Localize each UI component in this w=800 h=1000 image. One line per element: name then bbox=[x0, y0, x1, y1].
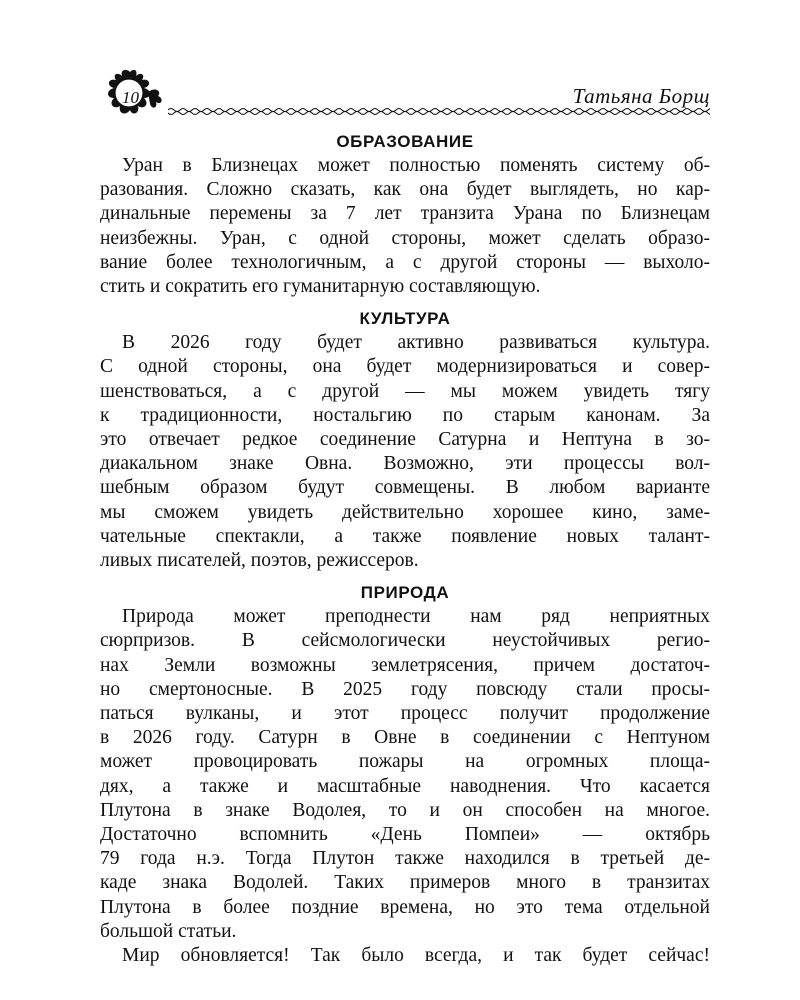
text-line: к традиционности, ностальгию по старым канонам. За bbox=[100, 404, 710, 426]
text-line: может провоцировать пожары на огромных площа- bbox=[100, 751, 710, 773]
text-line: это отвечает редкое соединение Сатурна и Нептуна в зо- bbox=[100, 429, 710, 451]
paragraph-nature bbox=[100, 605, 710, 944]
section-title-nature: ПРИРОДА bbox=[360, 583, 450, 603]
text-line: стить и сократить его гуманитарную составляющую. bbox=[100, 276, 541, 298]
text-line: Уран в Близнецах может полностью поменять систему об- bbox=[122, 155, 710, 176]
text-line: диакальном знаке Овна. Возможно, эти процессы вол- bbox=[100, 453, 710, 475]
text-line: нах Земли возможны землетрясения, причем достаточ- bbox=[100, 654, 710, 676]
text-line: шенствоваться, а с другой — мы можем увидеть тягу bbox=[100, 380, 710, 402]
paragraph-culture bbox=[100, 331, 710, 573]
text-line: дях, а также и масштабные наводнения. Что касается bbox=[100, 775, 710, 797]
text-line: Достаточно вспомнить «День Помпеи» — октябрь bbox=[100, 824, 710, 846]
text-line: вание более технологичным, а с другой стороны — выхоло- bbox=[100, 251, 710, 273]
text-line: сюрпризов. В сейсмологически неустойчивых регио- bbox=[100, 630, 710, 652]
text-line: В 2026 году будет активно развиваться культура. bbox=[122, 332, 710, 354]
text-line: мы сможем увидеть действительно хорошее кино, заме- bbox=[100, 501, 710, 523]
wavy-divider bbox=[168, 106, 710, 116]
closing-line: Мир обновляется! Так было всегда, и так будет сейчас! bbox=[122, 945, 710, 967]
page-header bbox=[100, 60, 710, 120]
text-line: 79 года н.э. Тогда Плутон также находился в третьей де- bbox=[100, 848, 710, 870]
text-line: шебным образом будут совмещены. В любом варианте bbox=[100, 477, 710, 499]
text-line: паться вулканы, и этот процесс получит продолжение bbox=[100, 703, 710, 725]
section-title-education: ОБРАЗОВАНИЕ bbox=[336, 132, 474, 151]
text-line: Природа может преподнести нам ряд неприятных bbox=[122, 606, 710, 628]
running-header-author: Татьяна Борщ bbox=[572, 84, 710, 108]
text-line: Плутона в более поздние времена, но это тема отдельной bbox=[100, 896, 710, 918]
text-line: динальные перемены за 7 лет транзита Урана по Близнецам bbox=[100, 203, 710, 225]
text-line: разования. Сложно сказать, как она будет выглядеть, но кар- bbox=[100, 179, 710, 201]
paragraph-education bbox=[100, 154, 710, 299]
text-line: в 2026 году. Сатурн в Овне в соединении с Нептуном bbox=[100, 727, 710, 749]
text-line: большой статьи. bbox=[100, 920, 237, 942]
text-line: чательные спектакли, а также появление новых талант- bbox=[100, 525, 710, 547]
page-number: 10 bbox=[122, 88, 139, 107]
paragraph-closing bbox=[100, 944, 710, 968]
section-title-culture: КУЛЬТУРА bbox=[359, 309, 451, 329]
text-line: но смертоносные. В 2025 году повсюду стали просы- bbox=[100, 678, 710, 700]
text-line: каде знака Водолей. Таких примеров много в транзитах bbox=[100, 872, 710, 894]
text-line: ливых писателей, поэтов, режиссеров. bbox=[100, 550, 419, 572]
book-page bbox=[100, 60, 710, 968]
text-line: Плутона в знаке Водолея, то и он способен на многое. bbox=[100, 799, 710, 821]
text-line: С одной стороны, она будет модернизироваться и совер- bbox=[100, 356, 710, 378]
text-line: неизбежны. Уран, с одной стороны, может сделать образо- bbox=[100, 227, 710, 249]
